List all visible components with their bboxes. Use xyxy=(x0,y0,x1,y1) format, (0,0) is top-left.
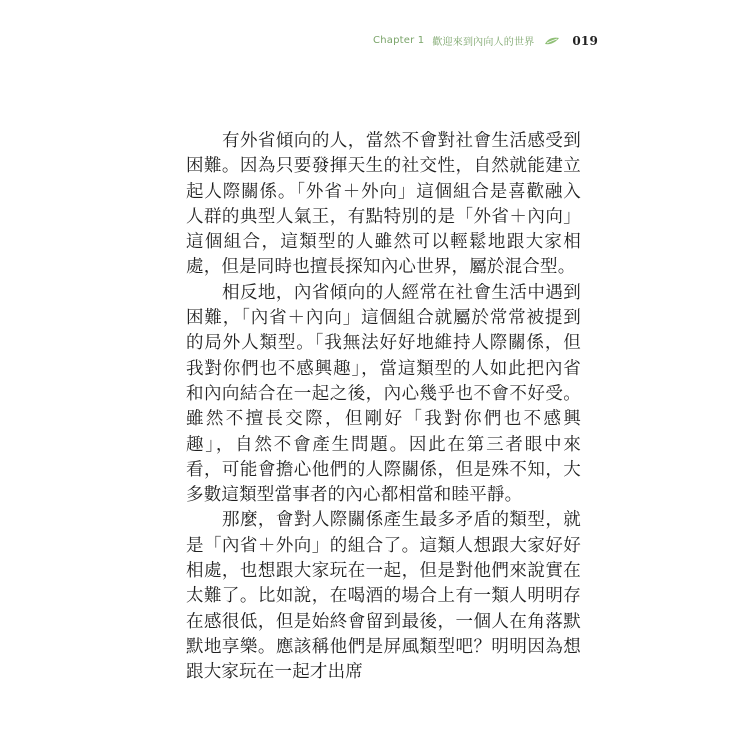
body-text xyxy=(186,129,581,686)
chapter-title: 歡迎來到內向人的世界 xyxy=(432,37,535,48)
chapter-label: Chapter 1 xyxy=(373,35,425,46)
leaf-icon xyxy=(544,36,560,46)
page-number: 019 xyxy=(572,33,598,48)
running-header xyxy=(373,33,598,48)
paragraph-3: 那麼，會對人際關係產生最多矛盾的類型，就是「內省＋外向」的組合了。這類人想跟大家好好相處，也想跟大家玩在一起，但是對他們來說實在太難了。比如說，在喝酒的場合上有一類人明明存在感很低，但是始終會留到最後，一個人在角落默默地享樂。應該稱他們是屏風類型吧？明明因為想跟大家玩在一起才出席 xyxy=(186,510,581,683)
paragraph-1: 有外省傾向的人，當然不會對社會生活感受到困難。因為只要發揮天生的社交性，自然就能建立起人際關係。「外省＋外向」這個組合是喜歡融入人群的典型人氣王，有點特別的是「外省＋內向」這個組合，這類型的人雖然可以輕鬆地跟大家相處，但是同時也擅長探知內心世界，屬於混合型。 xyxy=(186,131,581,278)
paragraph-2: 相反地，內省傾向的人經常在社會生活中遇到困難，「內省＋內向」這個組合就屬於常常被提到的局外人類型。「我無法好好地維持人際關係，但我對你們也不感興趣」，當這類型的人如此把內省和內向結合在一起之後，內心幾乎也不會不好受。雖然不擅長交際，但剛好「我對你們也不感興趣」，自然不會產生問題。因此在第三者眼中來看，可能會擔心他們的人際關係，但是殊不知，大多數這類型當事者的內心都相當和睦平靜。 xyxy=(186,282,581,506)
